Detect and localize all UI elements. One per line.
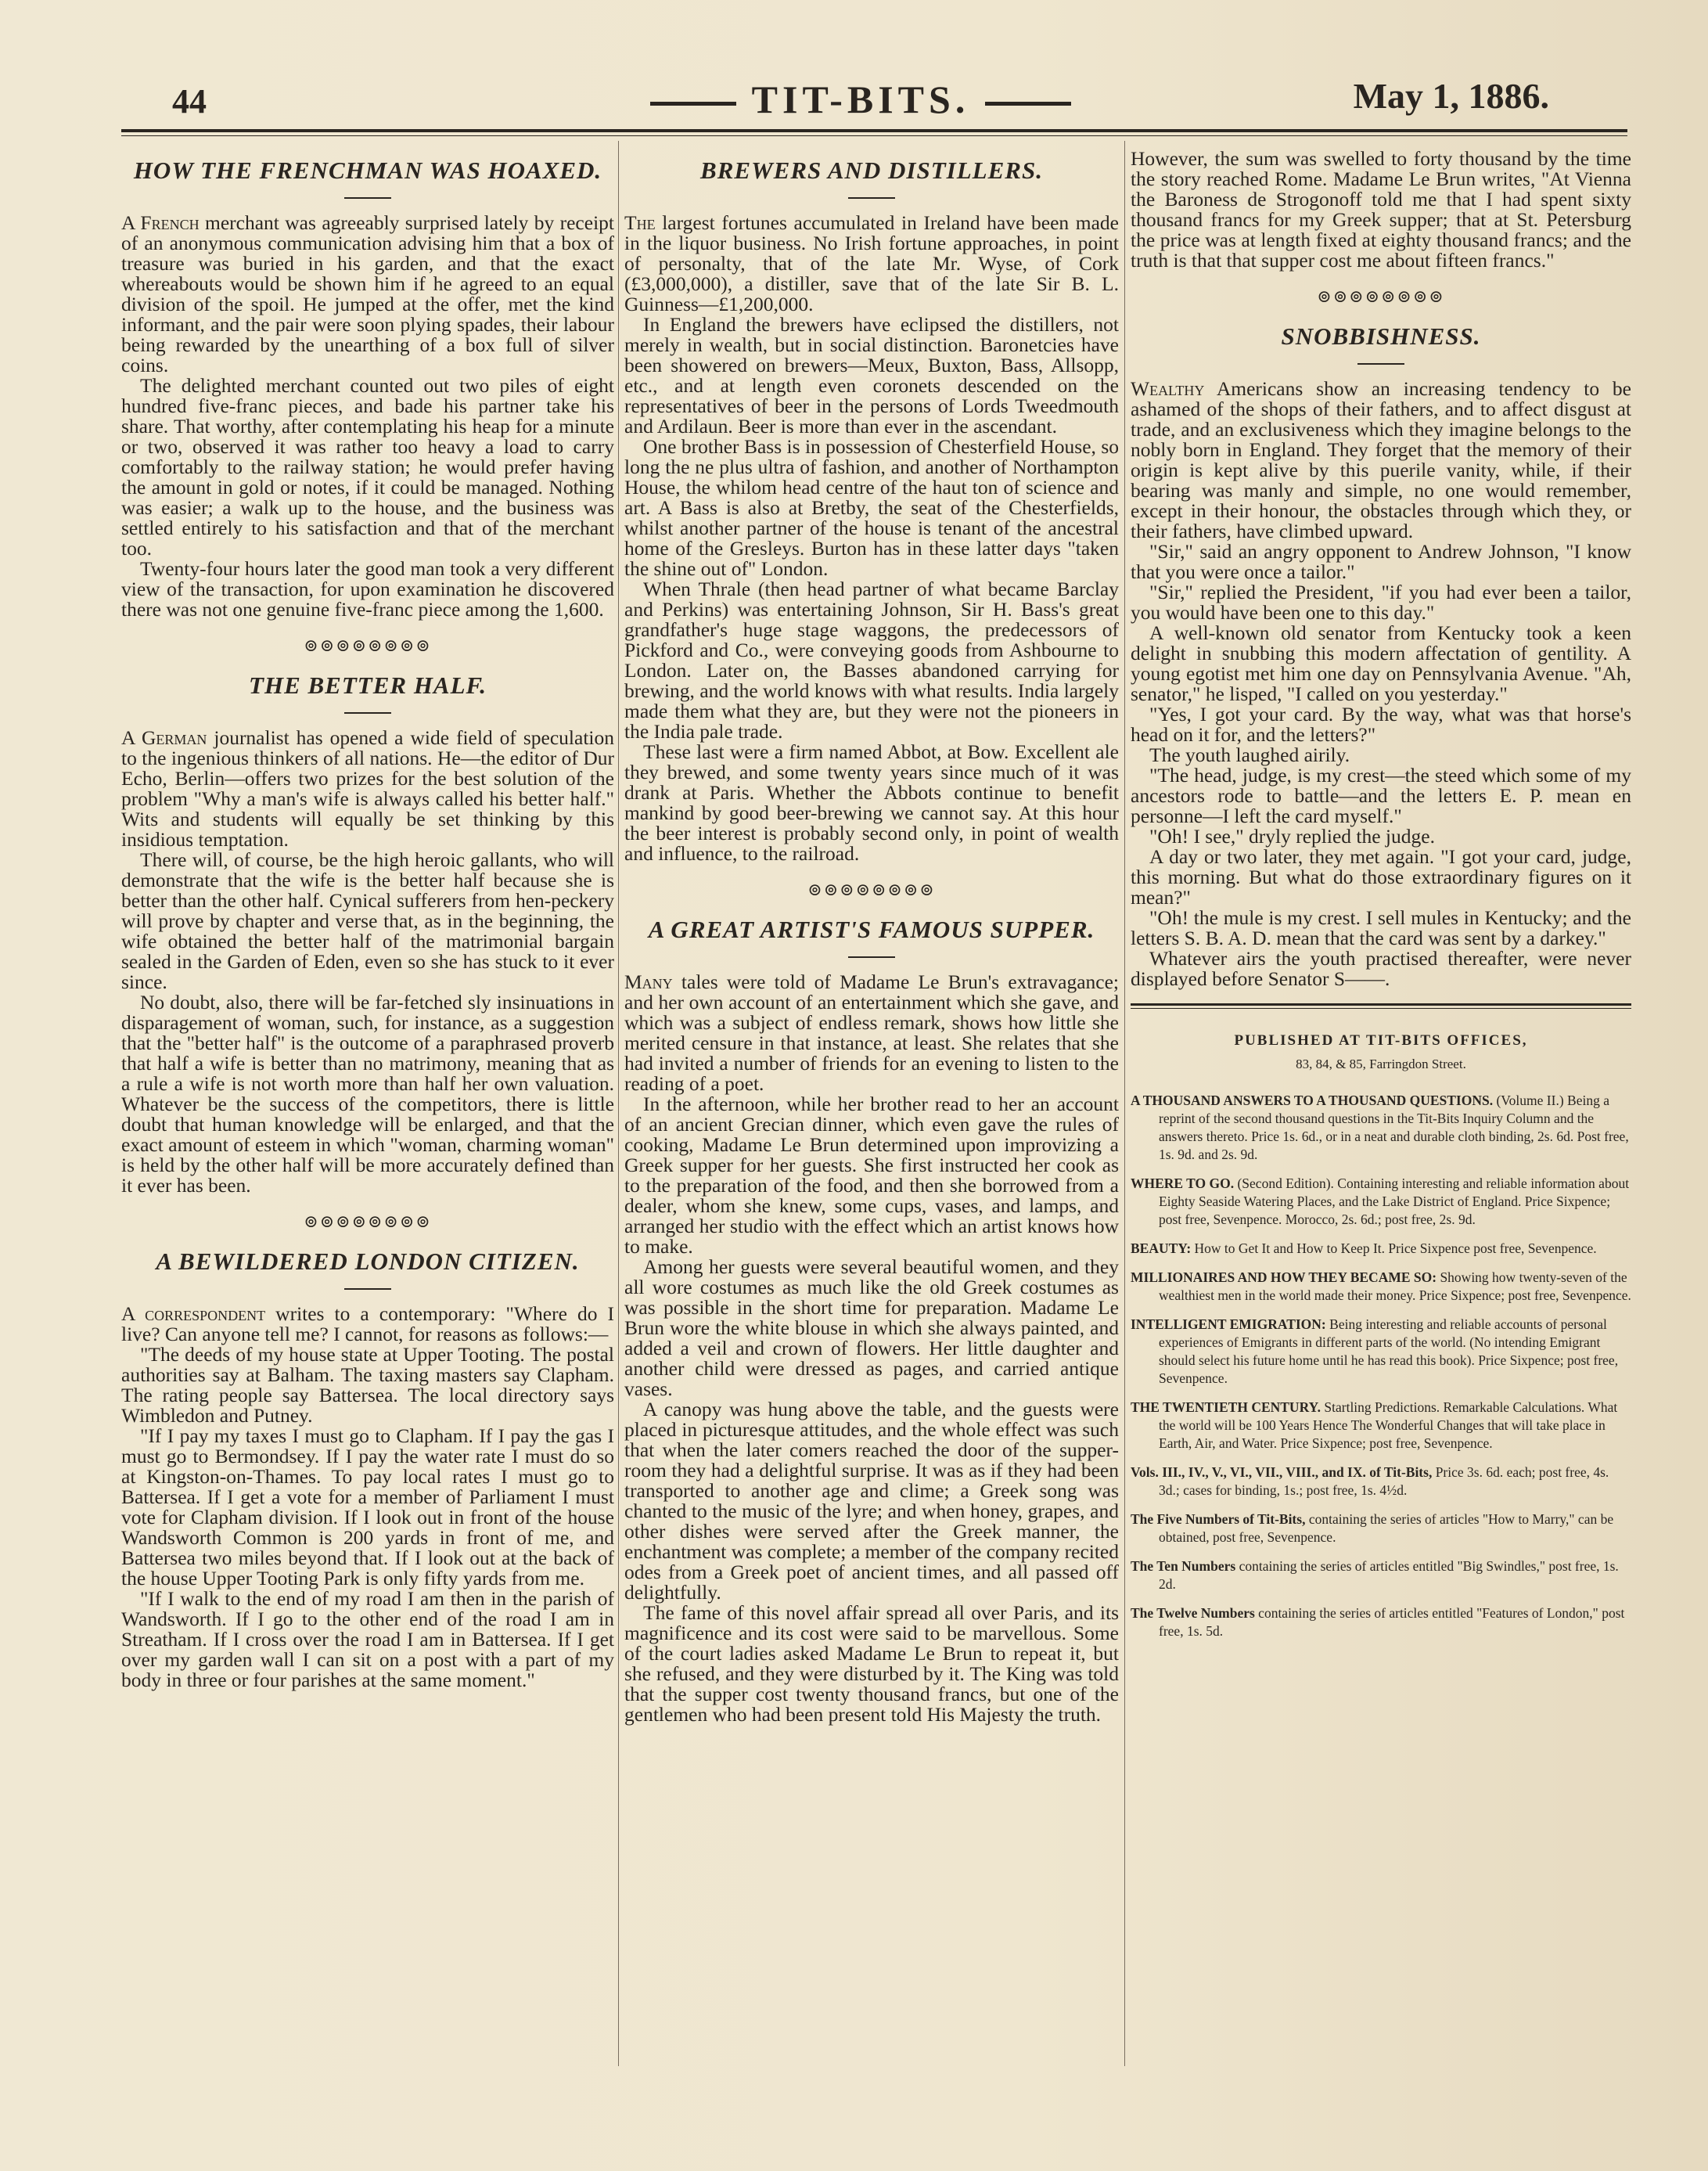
heading-rule bbox=[344, 197, 391, 199]
publication-description: (Second Edition). Containing interesting and reliable information about Eighty Seaside Watering Places, and the Lake District of England. Price Sixpence; post free, Sevenpence. Morocco, 2s. 6d.; post free, 2s. 9d. bbox=[1159, 1176, 1630, 1227]
article-paragraph bbox=[1131, 379, 1631, 542]
article-heading: A GREAT ARTIST'S FAMOUS SUPPER. bbox=[648, 916, 1095, 943]
first-word: A French bbox=[121, 211, 200, 234]
article-paragraph bbox=[121, 728, 614, 850]
title-dash-left bbox=[650, 102, 736, 106]
article-paragraph: "Sir," replied the President, "if you had ever been a tailor, you would have been one to this day." bbox=[1131, 581, 1631, 624]
ornament-divider: ⊚⊚⊚⊚⊚⊚⊚⊚ bbox=[304, 1212, 432, 1231]
article-paragraph: The delighted merchant counted out two piles of eight hundred five-franc pieces, and bade his partner take his share. That worthy, after contemplating his heap for a minute or two, observed it was rather too heavy a load to carry comfortably to the railway station; he would prefer having the amount in gold or notes, if it could be managed. Nothing was easier; a walk up to the house, and the business was settled entirely to his satisfaction and that of the merchant too. bbox=[121, 374, 614, 560]
article-paragraph: These last were a firm named Abbot, at Bow. Excellent ale they brewed, and some twenty years since much of it was drank at Paris. Whether the Abbots continue to benefit mankind by good beer-brewing we cannot say. At this hour the beer interest is probably second only, in point of wealth and influence, to the railroad. bbox=[624, 740, 1119, 865]
heading-rule bbox=[344, 1288, 391, 1290]
publication-item bbox=[1131, 1399, 1631, 1453]
publication-description: How to Get It and How to Keep It. Price Sixpence post free, Sevenpence. bbox=[1194, 1240, 1597, 1256]
article-paragraph: There will, of course, be the high heroic gallants, who will demonstrate that the wife is the better half because she is better than the other half. Cynical sufferers from hen-peckery will prove by chapter and verse that, as in the beginning, the wife obtained the better half of the matrimonial bargain sealed in the Garden of Eden, even so she has stuck to it ever since. bbox=[121, 848, 614, 993]
publication-description: containing the series of articles entitled "Features of London," post free, 1s. 5d. bbox=[1159, 1605, 1625, 1639]
article-paragraph: When Thrale (then head partner of what became Barclay and Perkins) was entertaining Johnson, Sir H. Bass's great grandfather's huge stage waggons, the predecessors of Pickford and Co., were conveying goods from Ashbourne to London. Later on, the Basses abandoned carrying for brewing, and the world knows with what results. India largely made them what they are, but they were not the pioneers in the India pale trade. bbox=[624, 578, 1119, 743]
article-paragraph: A well-known old senator from Kentucky took a keen delight in snubbing this modern affectation of gentility. A young egotist met him one day on Pennsylvania Avenue. "Ah, senator," he lisped, "I called on you yesterday." bbox=[1131, 621, 1631, 705]
page-number: 44 bbox=[172, 82, 207, 121]
column-divider bbox=[1124, 141, 1125, 2066]
publication-title: The Ten Numbers bbox=[1131, 1558, 1236, 1574]
publication-item bbox=[1131, 1510, 1631, 1546]
article-paragraph: A day or two later, they met again. "I got your card, judge, this morning. But what do those extraordinary figures on it mean?" bbox=[1131, 845, 1631, 909]
masthead-title: TIT-BITS. bbox=[751, 77, 970, 121]
article-paragraph: The youth laughed airily. bbox=[1149, 743, 1350, 766]
article-paragraph: However, the sum was swelled to forty thousand by the time the story reached Rome. Madame Le Brun writes, "At Vienna the Baroness de Strogonoff told me that I had spent sixty thousand francs for my Greek supper; that at St. Petersburg the price was at length fixed at eighty thousand francs; and the truth is that that supper cost me about fifteen francs." bbox=[1131, 147, 1631, 272]
heading-rule bbox=[1357, 363, 1404, 365]
article-heading: HOW THE FRENCHMAN WAS HOAXED. bbox=[133, 157, 602, 184]
article-paragraph: Whatever airs the youth practised thereafter, were never displayed before Senator S——. bbox=[1131, 947, 1631, 990]
article-paragraph: "Oh! I see," dryly replied the judge. bbox=[1149, 825, 1435, 848]
ornament-divider: ⊚⊚⊚⊚⊚⊚⊚⊚ bbox=[807, 880, 936, 899]
column-3 bbox=[1131, 149, 1631, 1651]
paragraph-text: tales were told of Madame Le Brun's extravagance; and her own account of an entertainment which she gave, and which was a subject of endless remark, shows how little she merited censure in that instance, at least. She relates that she had invited a number of friends for an evening to listen to the reading of a poet. bbox=[624, 970, 1119, 1095]
column-divider bbox=[618, 141, 619, 2066]
article-paragraph bbox=[624, 972, 1119, 1094]
paragraph-text: Americans show an increasing tendency to be ashamed of the shops of their fathers, and to affect disgust at trade, and an exclusiveness which they imagine belongs to the nobly born in England. They forget that the memory of their origin is kept alive by this puerile vanity, while, if their bearing was manly and simple, no one would remember, except in their honour, the obstacles through which they, or their fathers, have climbed upward. bbox=[1131, 377, 1631, 542]
publication-item bbox=[1131, 1092, 1631, 1164]
article-paragraph: A canopy was hung above the table, and the guests were placed in picturesque attitudes, and the whole effect was such that when the later comers reached the door of the supper-room they had a delightful surprise. It was as if they had been transported to another age and clime; a Greek song was chanted to the music of the lyre; and when honey, grapes, and other dishes were served after the Greek manner, the enchantment was complete; a member of the company recited odes from a Greek poet of ancient times, and all passed off delightfully. bbox=[624, 1398, 1119, 1604]
publication-description: containing the series of articles "How to Marry," can be obtained, post free, Sevenpence. bbox=[1159, 1511, 1614, 1545]
publication-description: Showing how twenty-seven of the wealthiest men in the world made their money. Price Sixpence; post free, Sevenpence. bbox=[1159, 1269, 1631, 1303]
first-word: A German bbox=[121, 726, 207, 749]
article-paragraph: In England the brewers have eclipsed the distillers, not merely in wealth, but in social distinction. Baronetcies have been showered on brewers—Meux, Buxton, Bass, Allsopp, etc., and at length even coronets descended on the representatives of beer in the persons of Lords Tweedmouth and Ardilaun. Beer is more than ever in the ascendant. bbox=[624, 313, 1119, 437]
publications-heading: PUBLISHED AT TIT-BITS OFFICES, bbox=[1234, 1032, 1528, 1049]
article-paragraph bbox=[121, 213, 614, 376]
first-word: Many bbox=[624, 970, 673, 993]
heading-rule bbox=[848, 956, 895, 958]
article-heading: SNOBBISHNESS. bbox=[1281, 322, 1481, 350]
publication-item bbox=[1131, 1316, 1631, 1388]
heading-rule bbox=[848, 197, 895, 199]
publication-item bbox=[1131, 1240, 1631, 1258]
heading-rule bbox=[344, 712, 391, 714]
publication-title: MILLIONAIRES AND HOW THEY BECAME SO: bbox=[1131, 1269, 1437, 1285]
article-paragraph bbox=[624, 213, 1119, 315]
article-paragraph: "Yes, I got your card. By the way, what was that horse's head on it for, and the letters?" bbox=[1131, 703, 1631, 746]
publication-description: Startling Predictions. Remarkable Calculations. What the world will be 100 Years Hence The Wonderful Changes that will take place in Earth, Air, and Water. Price Sixpence; post free, Sevenpence. bbox=[1159, 1399, 1618, 1451]
publication-title: INTELLIGENT EMIGRATION: bbox=[1131, 1316, 1326, 1332]
column-2 bbox=[624, 149, 1119, 1725]
article-heading: THE BETTER HALF. bbox=[249, 671, 487, 699]
first-word: Wealthy bbox=[1131, 377, 1205, 400]
publication-description: (Volume II.) Being a reprint of the second thousand questions in the Tit-Bits Inquiry Column and the answers thereto. Price 1s. 6d., or in a neat and durable cloth binding, 2s. 6d. Post free, 1s. 9d. and 2s. 9d. bbox=[1159, 1093, 1629, 1162]
article-paragraph: The fame of this novel affair spread all over Paris, and its magnificence and its cost were said to be marvellous. Some of the court ladies asked Madame Le Brun to repeat it, but she refused, and they were disturbed by it. The King was told that the supper cost twenty thousand francs, but one of the gentlemen who had been present told His Majesty the truth. bbox=[624, 1601, 1119, 1726]
publication-title: WHERE TO GO. bbox=[1131, 1176, 1235, 1191]
issue-date: May 1, 1886. bbox=[1353, 76, 1549, 116]
column-1 bbox=[121, 149, 614, 1690]
publication-title: THE TWENTIETH CENTURY. bbox=[1131, 1399, 1321, 1415]
article-paragraph: "Sir," said an angry opponent to Andrew Johnson, "I know that you were once a tailor." bbox=[1131, 540, 1631, 583]
title-dash-right bbox=[985, 102, 1071, 106]
publication-item bbox=[1131, 1557, 1631, 1593]
article-paragraph: Twenty-four hours later the good man took a very different view of the transaction, for upon examination he discovered there was not one genuine five-franc piece among the 1,600. bbox=[121, 557, 614, 621]
article-paragraph: In the afternoon, while her brother read to her an account of an ancient Grecian dinner, which even gave the rules of cooking, Madame Le Brun determined upon improvizing a Greek supper for her guests. She first instructed her cook as to the preparation of the food, and then she borrowed from a dealer, whom she knew, some cups, vases, and lamps, and arranged her studio with the effect which an artist knows how to make. bbox=[624, 1093, 1119, 1258]
article-heading: A BEWILDERED LONDON CITIZEN. bbox=[156, 1248, 580, 1275]
paragraph-text: merchant was agreeably surprised lately by receipt of an anonymous communication advising him that a box of treasure was buried in his garden, and that the exact whereabouts would be shown him if he agreed to an equal division of the spoil. He jumped at the offer, met the kind informant, and the pair were soon plying spades, their labour being rewarded by the unearthing of a box full of silver coins. bbox=[121, 211, 614, 376]
publication-description: containing the series of articles entitled "Big Swindles," post free, 1s. 2d. bbox=[1159, 1558, 1619, 1592]
article-paragraph: Among her guests were several beautiful women, and they all wore costumes as much like the old Greek costumes as was possible in the short time for preparation. Madame Le Brun wore the white blouse in which she always painted, and added a veil and crown of flowers. Her little daughter and another child were dressed as pages, and carried antique vases. bbox=[624, 1255, 1119, 1400]
publication-title: The Five Numbers of Tit-Bits, bbox=[1131, 1511, 1306, 1527]
masthead-rule-thin bbox=[121, 135, 1627, 136]
first-word: The bbox=[624, 211, 656, 234]
publications-address: 83, 84, & 85, Farringdon Street. bbox=[1296, 1057, 1466, 1071]
publications-list bbox=[1131, 1092, 1631, 1640]
article-paragraph: "The head, judge, is my crest—the steed which some of my ancestors rode to battle—and the letters E. P. mean en personne—I left the card myself." bbox=[1131, 764, 1631, 827]
publication-title: A THOUSAND ANSWERS TO A THOUSAND QUESTIONS. bbox=[1131, 1093, 1494, 1108]
section-rule bbox=[1131, 1003, 1631, 1006]
paragraph-text: writes to a contemporary: "Where do I live? Can anyone tell me? I cannot, for reasons as follows:— bbox=[121, 1302, 615, 1345]
publication-item bbox=[1131, 1175, 1631, 1229]
masthead bbox=[117, 69, 1604, 124]
article-paragraph bbox=[121, 1304, 614, 1345]
paragraph-text: journalist has opened a wide field of speculation to the ingenious thinkers of all nations. He—the editor of Dur Echo, Berlin—offers two prizes for the best solution of the problem "Why a man's wife is always called his better half." Wits and students will equally be set thinking by this insidious temptation. bbox=[121, 726, 614, 851]
article-paragraph: "The deeds of my house state at Upper Tooting. The postal authorities say at Balham. The taxing masters say Clapham. The rating people say Battersea. The local directory says Wimbledon and Putney. bbox=[121, 1343, 614, 1427]
ornament-divider: ⊚⊚⊚⊚⊚⊚⊚⊚ bbox=[304, 635, 432, 655]
publication-item bbox=[1131, 1464, 1631, 1500]
article-heading: BREWERS AND DISTILLERS. bbox=[700, 157, 1043, 184]
article-paragraph: "If I pay my taxes I must go to Clapham. If I pay the gas I must go to Bermondsey. If I pay the water rate I must do so at Kingston-on-Thames. To pay local rates I must go to Battersea. If I get a vote for a member of Parliament I must vote for Clapham division. If I look out in front of the house Wandsworth Common is 200 yards in front of me, and Battersea two miles beyond that. If I look out at the back of the house Upper Tooting Park is only fifty yards from me. bbox=[121, 1424, 614, 1590]
publication-item bbox=[1131, 1269, 1631, 1305]
article-paragraph: No doubt, also, there will be far-fetched sly insinuations in disparagement of woman, such, for instance, as a suggestion that the "better half" is the outcome of a paraphrased proverb that half a wife is better than no matrimony, meaning that as a rule a wife is not worth more than half her own valuation. Whatever be the success of the competitors, there is little doubt that human knowledge will be enlarged, and that the exact amount of esteem in which "woman, charming woman" is held by the other half will be more accurately defined than it ever has been. bbox=[121, 991, 614, 1197]
masthead-rule bbox=[121, 129, 1627, 132]
article-paragraph: One brother Bass is in possession of Chesterfield House, so long the ne plus ultra of fashion, and another of Northampton House, the whilom head centre of the haut ton of science and art. A Bass is also at Bretby, the seat of the Chesterfields, whilst another partner of the house is tenant of the ancestral home of the Gresleys. Burton has in these latter days "taken the shine out of" London. bbox=[624, 435, 1119, 580]
article-paragraph: "Oh! the mule is my crest. I sell mules in Kentucky; and the letters S. B. A. D. mean that the card was sent by a darkey." bbox=[1131, 906, 1631, 949]
publication-title: BEAUTY: bbox=[1131, 1240, 1192, 1256]
publication-item bbox=[1131, 1604, 1631, 1640]
paragraph-text: largest fortunes accumulated in Ireland have been made in the liquor business. No Irish fortune approaches, in point of personalty, that of the late Mr. Wyse, of Cork (£3,000,000), a distiller, save that of the late Sir B. L. Guinness—£1,200,000. bbox=[624, 211, 1119, 315]
publication-description: Price 3s. 6d. each; post free, 4s. 3d.; cases for binding, 1s.; post free, 1s. 4½d. bbox=[1159, 1464, 1609, 1498]
publication-title: Vols. III., IV., V., VI., VII., VIII., and IX. of Tit-Bits, bbox=[1131, 1464, 1433, 1480]
publication-description: Being interesting and reliable accounts of personal experiences of Emigrants in different parts of the world. (No intending Emigrant should select his future home until he has read this book). Price Sixpence; post free, Sevenpence. bbox=[1159, 1316, 1619, 1386]
publication-title: The Twelve Numbers bbox=[1131, 1605, 1255, 1621]
first-word: A correspondent bbox=[121, 1302, 266, 1325]
section-rule-thin bbox=[1131, 1008, 1631, 1009]
ornament-divider: ⊚⊚⊚⊚⊚⊚⊚⊚ bbox=[1317, 286, 1445, 306]
article-paragraph: "If I walk to the end of my road I am then in the parish of Wandsworth. If I go to the other end of the road I am in Streatham. If I cross over the road I am in Battersea. If I get over my garden wall I can sit on a post with a part of my body in three or four parishes at the same moment." bbox=[121, 1587, 614, 1691]
